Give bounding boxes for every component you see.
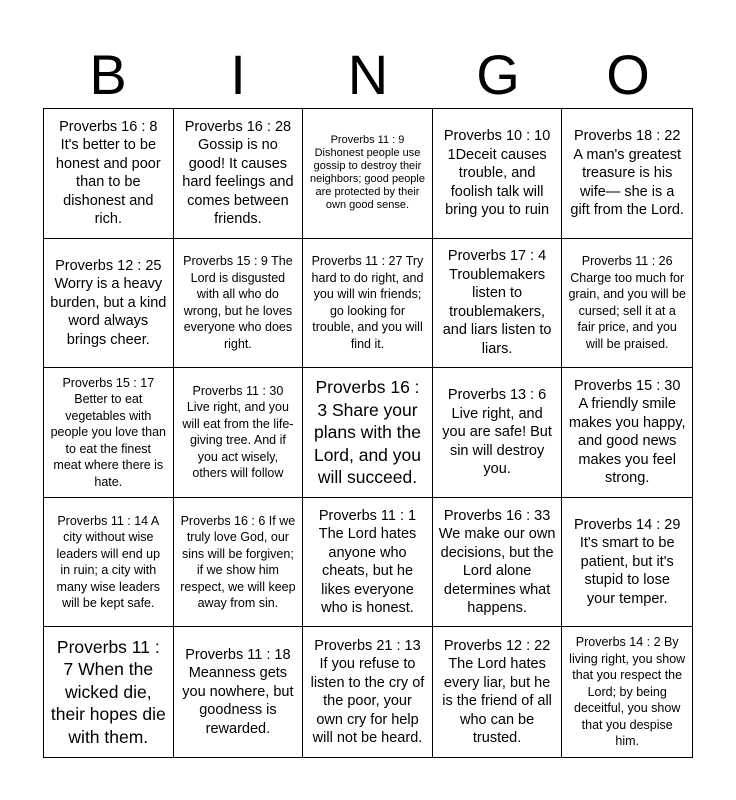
bingo-cell-text: Proverbs 12 : 25 Worry is a heavy burden, but a kind word always brings cheer. bbox=[50, 257, 167, 348]
bingo-cell bbox=[303, 627, 433, 757]
bingo-cell-text: Proverbs 16 : 3 Share your plans with the Lord, and you will succeed. bbox=[313, 377, 421, 488]
bingo-cell bbox=[303, 368, 433, 498]
header-letter-i: I bbox=[230, 43, 246, 106]
bingo-cell bbox=[433, 239, 563, 369]
bingo-cell bbox=[433, 627, 563, 757]
bingo-cell bbox=[303, 239, 433, 369]
bingo-cell-text: Proverbs 15 : 17 Better to eat vegetables with people you love than to eat the finest meat where there is hate. bbox=[50, 375, 166, 489]
bingo-cell bbox=[44, 627, 174, 757]
bingo-cell-text: Proverbs 11 : 14 A city without wise leaders will end up in ruin; a city with many wise leaders will be kept safe. bbox=[56, 513, 161, 611]
bingo-cell bbox=[44, 109, 174, 239]
bingo-header bbox=[43, 44, 693, 106]
header-letter-n: N bbox=[347, 43, 389, 106]
bingo-cell-text: Proverbs 21 : 13 If you refuse to listen to the cry of the poor, your own cry for help will not be heard. bbox=[310, 637, 425, 747]
bingo-cell-text: Proverbs 14 : 2 By living right, you show that you respect the Lord; by being deceitful, you show that you despise him. bbox=[569, 635, 686, 749]
bingo-cell-text: Proverbs 16 : 8 It's better to be honest and poor than to be dishonest and rich. bbox=[55, 118, 161, 228]
bingo-cell bbox=[433, 498, 563, 628]
bingo-cell bbox=[44, 239, 174, 369]
header-letter-o: O bbox=[606, 43, 650, 106]
bingo-cell bbox=[174, 498, 304, 628]
bingo-cell-text: Proverbs 17 : 4 Troublemakers listen to troublemakers, and liars listen to liars. bbox=[442, 248, 552, 357]
bingo-cell bbox=[433, 109, 563, 239]
bingo-cell-text: Proverbs 11 : 9 Dishonest people use gossip to destroy their neighbors; good people are protected by their own good sense. bbox=[310, 134, 425, 212]
bingo-cell-text: Proverbs 11 : 1 The Lord hates anyone who cheats, but he likes everyone who is honest. bbox=[318, 507, 417, 617]
bingo-cell-text: Proverbs 12 : 22 The Lord hates every liar, but he is the friend of all who can be trusted. bbox=[442, 637, 552, 747]
bingo-cell bbox=[303, 109, 433, 239]
bingo-cell bbox=[562, 627, 692, 757]
bingo-cell-text: Proverbs 11 : 27 Try hard to do right, and you will win friends; go looking for trouble, and you will find it. bbox=[311, 254, 424, 351]
bingo-cell bbox=[433, 368, 563, 498]
header-letter-g: G bbox=[476, 43, 520, 106]
header-letter-b: B bbox=[89, 43, 127, 106]
bingo-cell-text: Proverbs 14 : 29 It's smart to be patient, but it's stupid to lose your temper. bbox=[573, 516, 681, 607]
bingo-cell bbox=[303, 498, 433, 628]
bingo-cell-text: Proverbs 10 : 10 1Deceit causes trouble, and foolish talk will bring you to ruin bbox=[443, 128, 551, 219]
bingo-cell bbox=[44, 498, 174, 628]
bingo-cell-text: Proverbs 11 : 26 Charge too much for grain, and you will be cursed; sell it at a fair price, and you will be praised. bbox=[568, 254, 686, 351]
bingo-cell-text: Proverbs 15 : 30 A friendly smile makes you happy, and good news makes you feel strong. bbox=[568, 377, 686, 487]
bingo-cell-text: Proverbs 16 : 33 We make our own decisions, but the Lord alone determines what happens. bbox=[438, 507, 556, 617]
bingo-cell-text: Proverbs 16 : 28 Gossip is no good! It causes hard feelings and comes between friends. bbox=[182, 118, 294, 228]
bingo-cell bbox=[562, 239, 692, 369]
bingo-cell-text: Proverbs 11 : 30 Live right, and you will eat from the life-giving tree. And if you act wisely, others will follow bbox=[182, 383, 294, 481]
bingo-cell bbox=[174, 109, 304, 239]
bingo-grid bbox=[43, 108, 693, 758]
bingo-cell bbox=[174, 368, 304, 498]
bingo-cell-text: Proverbs 11 : 7 When the wicked die, their hopes die with them. bbox=[50, 636, 166, 747]
bingo-cell-text: Proverbs 18 : 22 A man's greatest treasure is his wife— she is a gift from the Lord. bbox=[570, 128, 685, 219]
bingo-cell-text: Proverbs 11 : 18 Meanness gets you nowhere, but goodness is rewarded. bbox=[182, 646, 294, 737]
bingo-cell bbox=[174, 239, 304, 369]
bingo-cell-text: Proverbs 15 : 9 The Lord is disgusted with all who do wrong, but he loves everyone who does right. bbox=[183, 254, 293, 351]
bingo-cell bbox=[562, 368, 692, 498]
bingo-cell bbox=[44, 368, 174, 498]
bingo-cell bbox=[562, 498, 692, 628]
bingo-cell bbox=[562, 109, 692, 239]
bingo-cell bbox=[174, 627, 304, 757]
bingo-cell-text: Proverbs 13 : 6 Live right, and you are safe! But sin will destroy you. bbox=[442, 387, 552, 478]
bingo-cell-text: Proverbs 16 : 6 If we truly love God, our sins will be forgiven; if we show him respect, we will keep away from sin. bbox=[180, 513, 296, 611]
